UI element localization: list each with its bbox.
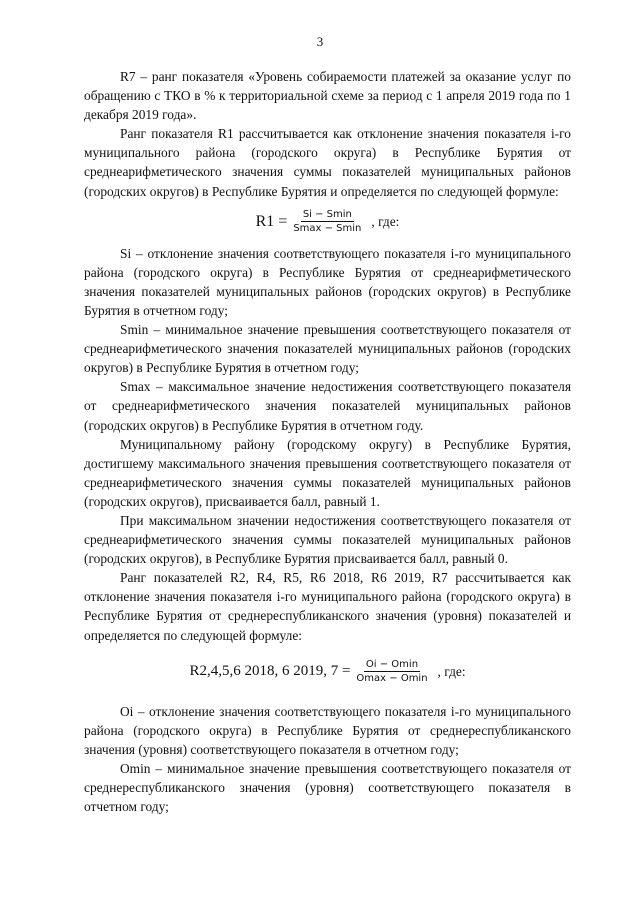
formula-r2-r7	[84, 658, 571, 685]
formula-r2-r7-fraction	[354, 658, 429, 685]
paragraph-score-one: Муниципальному району (городскому округу) в Республике Бурятия, достигшему максимального значения превышения соответствующего показателя от среднеарифметического значения суммы показателей муниципальных районов (городских округов), присваивается балл, равный 1.	[84, 436, 571, 509]
paragraph-ranks-description: Ранг показателей R2, R4, R5, R6 2018, R6 2019, R7 рассчитывается как отклонение значения показателя i-го муниципального района (городского округа) в Республике Бурятия от среднереспубликанского значения (уровня) показателей и определяется по следующей формуле:	[84, 570, 571, 643]
formula-r1-fraction	[291, 208, 363, 235]
formula-r2-r7-numerator: Oi − Omin	[365, 658, 419, 670]
paragraph-r1-description: Ранг показателя R1 рассчитывается как отклонение значения показателя i-го муниципального района (городского округа) в Республике Бурятия от среднеарифметического значения суммы показателей муниципальных районов (городских округов) в Республике Бурятия и определяется по следующей формуле:	[84, 126, 571, 199]
paragraph-smin-definition: Smin – минимальное значение превышения соответствующего показателя от среднеарифметического значения показателей муниципальных районов (городских округов) в Республике Бурятия в отчетном году;	[84, 322, 571, 376]
document-body	[84, 67, 571, 816]
formula-r1-numerator: Si − Smin	[302, 208, 352, 220]
formula-r2-r7-tail: , где:	[437, 663, 466, 679]
formula-r1	[84, 208, 571, 235]
formula-r2-r7-denominator: Omax − Omin	[356, 672, 428, 684]
paragraph-omin-definition: Omin – минимальное значение превышения соответствующего показателя от среднереспубликанского значения (уровня) соответствующего показателя в отчетном году;	[84, 760, 571, 815]
paragraph-si-definition: Si – отклонение значения соответствующего показателя i-го муниципального района (городского округа) в Республике Бурятия от среднеарифметического значения показателей муниципальных районов (городских округов) в Республике Бурятия в отчетном году;	[84, 245, 571, 318]
paragraph-oi-definition: Oi – отклонение значения соответствующего показателя i-го муниципального района (городского округа) в Республике Бурятия от среднереспубликанского значения (уровня) соответствующего показателя в отчетном году;	[84, 703, 571, 757]
formula-r1-lhs: R1 =	[255, 212, 288, 230]
paragraph-score-zero: При максимальном значении недостижения соответствующего показателя от среднеарифметического значения суммы показателей муниципальных районов (городских округов), в Республике Бурятия присваивается балл, равный 0.	[84, 512, 571, 567]
paragraph-r7-definition: R7 – ранг показателя «Уровень собираемости платежей за оказание услуг по обращению с ТКО в % к территориальной схеме за период с 1 апреля 2019 года по 1 декабря 2019 года».	[84, 69, 571, 123]
paragraph-smax-definition: Smax – максимальное значение недостижения соответствующего показателя от среднеарифметического значения показателей муниципальных районов (городских округов) в Республике Бурятия в отчетном году.	[84, 379, 571, 433]
page-number: 3	[316, 34, 324, 49]
formula-r1-tail: , где:	[371, 213, 400, 229]
formula-r2-r7-lhs: R2,4,5,6 2018, 6 2019, 7 =	[189, 662, 351, 679]
formula-r1-denominator: Smax − Smin	[293, 222, 362, 234]
